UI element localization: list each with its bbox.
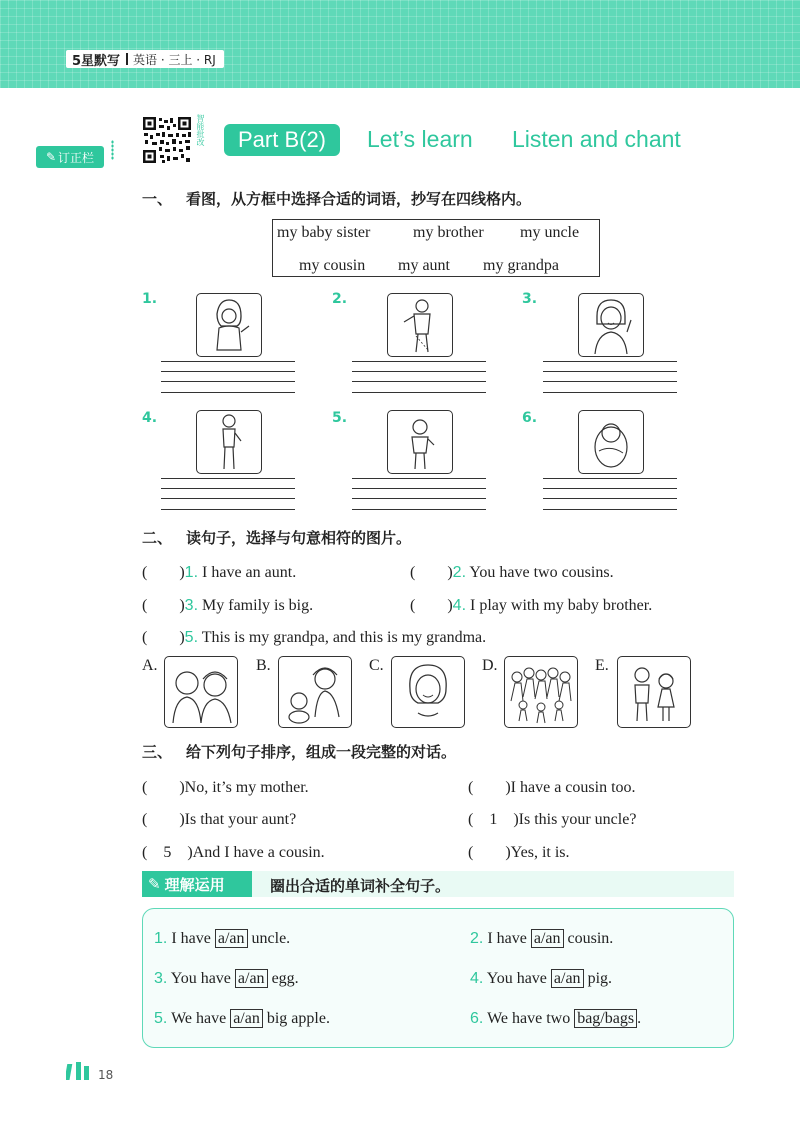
writing-lines[interactable] (543, 478, 677, 510)
answer-blank[interactable]: ( ) (410, 597, 453, 614)
picture-cousin (387, 410, 453, 474)
child-figure-icon (388, 411, 452, 473)
section-instruction: 给下列句子排序，组成一段完整的对话。 (186, 743, 457, 761)
part-badge: Part B(2) (224, 124, 340, 156)
word-option: my aunt (398, 257, 450, 274)
grandparents-icon (165, 657, 237, 727)
item-number: 5. (154, 1010, 168, 1027)
order-blank[interactable]: ( ) (142, 811, 185, 828)
practice-item (470, 930, 613, 948)
series-tag (66, 50, 224, 68)
choice-box[interactable]: bag/bags (574, 1009, 637, 1028)
choice-box[interactable]: a/an (551, 969, 584, 988)
picture-brother (196, 410, 262, 474)
section-instruction: 看图，从方框中选择合适的词语，抄写在四线格内。 (186, 190, 532, 208)
word-option: my brother (413, 224, 484, 241)
picture-baby-sister (578, 410, 644, 474)
item-number: 1. (154, 930, 168, 947)
item-number: 4. (470, 970, 484, 987)
man-figure-icon (579, 294, 643, 356)
dialogue-row (142, 839, 325, 862)
question-row (142, 624, 486, 647)
dialogue-text: Is this your uncle? (518, 811, 637, 828)
edit-icon: ✎ (148, 875, 161, 893)
option-letter: D. (482, 657, 498, 674)
question-number: 1. (184, 564, 199, 581)
answer-blank[interactable]: ( ) (142, 597, 185, 614)
sentence-start: You have (170, 970, 231, 987)
series-name: 5星默写 (72, 53, 121, 69)
question-text: This is my grandpa, and this is my grandma. (201, 629, 487, 646)
order-blank[interactable]: ( ) (468, 844, 511, 861)
sentence-start: I have (487, 930, 527, 947)
dialogue-text: I have a cousin too. (510, 779, 636, 796)
item-number: 2. (470, 930, 484, 947)
lesson-title: Let’s learn (367, 126, 473, 152)
woman-portrait-icon (392, 657, 464, 727)
item-number: 2. (332, 291, 348, 307)
choice-box[interactable]: a/an (230, 1009, 263, 1028)
question-text: You have two cousins. (469, 564, 614, 581)
option-c-picture[interactable] (391, 656, 465, 728)
sentence-start: You have (486, 970, 547, 987)
boy-figure-icon (197, 411, 261, 473)
sentence-end: uncle. (251, 930, 291, 947)
practice-item (154, 970, 299, 988)
woman-figure-icon (197, 294, 261, 356)
item-number: 1. (142, 291, 158, 307)
section-number: 二、 (142, 529, 173, 547)
picture-aunt (196, 293, 262, 357)
item-number: 3. (522, 291, 538, 307)
sentence-end: big apple. (266, 1010, 330, 1027)
practice-item (470, 1010, 641, 1028)
question-number: 4. (452, 597, 467, 614)
qr-caption: 智能批改 (196, 114, 205, 146)
choice-box[interactable]: a/an (531, 929, 564, 948)
item-number: 3. (154, 970, 168, 987)
subject-label: 英语 · 三上 · RJ (133, 52, 216, 67)
picture-uncle (578, 293, 644, 357)
old-man-figure-icon (388, 294, 452, 356)
two-children-icon (618, 657, 690, 727)
dialogue-text: Yes, it is. (510, 844, 570, 861)
sentence-start: We have (171, 1010, 227, 1027)
choice-box[interactable]: a/an (215, 929, 248, 948)
word-option: my grandpa (483, 257, 559, 274)
books-icon (66, 1060, 94, 1080)
word-box (272, 219, 600, 277)
item-number: 4. (142, 410, 158, 426)
dialogue-row (468, 774, 636, 797)
sentence-end: . (637, 1010, 642, 1027)
writing-lines[interactable] (352, 361, 486, 393)
dialogue-text: Is that your aunt? (184, 811, 297, 828)
option-letter: C. (369, 657, 384, 674)
order-blank[interactable]: ( 1 ) (468, 811, 519, 828)
section-number: 三、 (142, 743, 173, 761)
item-number: 6. (522, 410, 538, 426)
sentence-end: egg. (271, 970, 299, 987)
qr-code-icon[interactable] (142, 116, 192, 164)
writing-lines[interactable] (352, 478, 486, 510)
correction-label: 订正栏 (58, 150, 95, 165)
question-text: I play with my baby brother. (470, 597, 653, 614)
picture-grandpa (387, 293, 453, 357)
question-row (142, 592, 313, 615)
section-number: 一、 (142, 190, 173, 208)
dialogue-text: No, it’s my mother. (184, 779, 309, 796)
option-letter: B. (256, 657, 271, 674)
order-blank[interactable]: ( ) (142, 779, 185, 796)
option-letter: A. (142, 657, 158, 674)
question-text: My family is big. (202, 597, 314, 614)
answer-blank[interactable]: ( ) (142, 564, 185, 581)
pencil-icon: ✎ (45, 150, 57, 164)
choice-box[interactable]: a/an (235, 969, 268, 988)
girl-and-baby-icon (279, 657, 351, 727)
question-row (410, 559, 614, 582)
answer-blank[interactable]: ( ) (142, 629, 185, 646)
question-text: I have an aunt. (202, 564, 297, 581)
option-letter: E. (595, 657, 609, 674)
question-number: 5. (184, 629, 199, 646)
practice-item (470, 970, 612, 988)
section-2-heading (142, 527, 411, 548)
lesson-subtitle: Listen and chant (512, 126, 681, 152)
practice-tag-label: 理解运用 (164, 875, 225, 894)
word-option: my cousin (299, 257, 366, 274)
sentence-start: We have two (487, 1010, 571, 1027)
header-band (0, 0, 800, 88)
dotted-divider (111, 140, 114, 160)
section-1-heading (142, 188, 531, 209)
dialogue-row (142, 774, 309, 797)
item-number: 6. (470, 1010, 484, 1027)
practice-item (154, 1010, 330, 1028)
sentence-end: cousin. (567, 930, 614, 947)
section-instruction: 读句子，选择与句意相符的图片。 (186, 529, 412, 547)
question-row (410, 592, 652, 615)
practice-instruction: 圈出合适的单词补全句子。 (270, 877, 451, 895)
item-number: 5. (332, 410, 348, 426)
question-number: 2. (452, 564, 467, 581)
dialogue-row (468, 806, 636, 829)
correction-tag (36, 146, 104, 168)
dialogue-text: And I have a cousin. (192, 844, 325, 861)
option-b-picture[interactable] (278, 656, 352, 728)
writing-lines[interactable] (161, 361, 295, 393)
big-family-icon (505, 657, 577, 727)
section-3-heading (142, 741, 456, 762)
practice-tag (142, 871, 252, 897)
question-row (142, 559, 296, 582)
option-e-picture[interactable] (617, 656, 691, 728)
option-d-picture[interactable] (504, 656, 578, 728)
baby-figure-icon (579, 411, 643, 473)
word-option: my baby sister (277, 224, 371, 241)
question-number: 3. (184, 597, 199, 614)
sentence-start: I have (171, 930, 211, 947)
writing-lines[interactable] (543, 361, 677, 393)
order-blank[interactable]: ( 5 ) (142, 844, 193, 861)
writing-lines[interactable] (161, 478, 295, 510)
dialogue-row (142, 806, 296, 829)
divider (126, 53, 128, 65)
sentence-end: pig. (587, 970, 613, 987)
option-a-picture[interactable] (164, 656, 238, 728)
dialogue-row (468, 839, 570, 862)
answer-blank[interactable]: ( ) (410, 564, 453, 581)
word-option: my uncle (520, 224, 580, 241)
page-number: 18 (98, 1068, 114, 1082)
order-blank[interactable]: ( ) (468, 779, 511, 796)
practice-item (154, 930, 290, 948)
